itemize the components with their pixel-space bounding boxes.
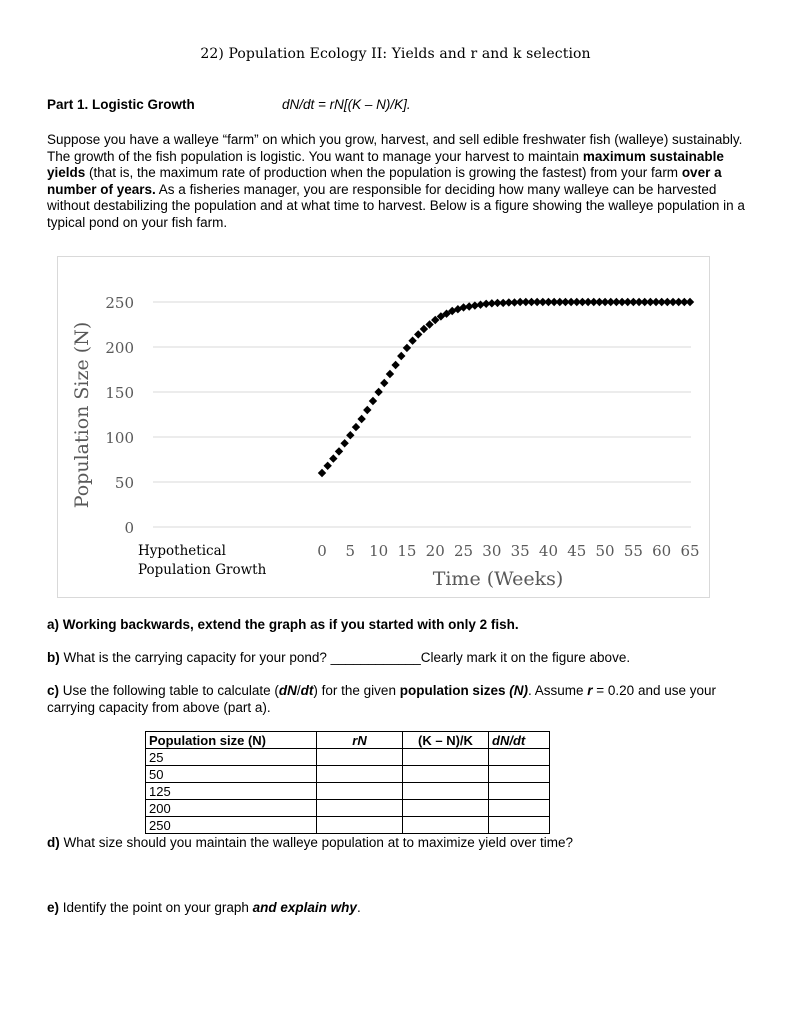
data-point: [352, 423, 360, 431]
table-cell-blank[interactable]: [317, 766, 403, 783]
data-point: [335, 447, 343, 455]
question-c-slash: /: [296, 683, 301, 698]
question-c-text-2: ) for the given: [313, 683, 400, 698]
table-cell-blank[interactable]: [403, 800, 489, 817]
table-row: [146, 783, 550, 800]
x-tick-label: 0: [317, 542, 327, 560]
intro-text-2: (that is, the maximum rate of production when the population is growing the fastest) from your farm: [85, 165, 682, 181]
data-point: [420, 325, 428, 333]
data-point: [363, 406, 371, 414]
x-tick-label: 50: [595, 542, 615, 560]
x-tick-label: 10: [369, 542, 389, 560]
table-cell-blank[interactable]: [403, 766, 489, 783]
table-cell-blank[interactable]: [317, 749, 403, 766]
x-tick-label: 20: [425, 542, 445, 560]
y-tick-label: 150: [105, 384, 134, 402]
x-tick-label: 25: [453, 542, 474, 560]
part1-heading: Part 1. Logistic Growth: [47, 97, 195, 112]
intro-bold-2: over a number of years.: [47, 165, 722, 197]
table-cell-n: 125: [146, 783, 317, 800]
question-e-text-1: Identify the point on your graph: [59, 900, 253, 915]
calculation-table: [145, 731, 550, 834]
data-point: [414, 330, 422, 338]
intro-paragraph: [47, 132, 752, 232]
y-tick-label: 100: [105, 429, 134, 447]
table-cell-blank[interactable]: [489, 817, 550, 834]
table-cell-blank[interactable]: [403, 749, 489, 766]
table-cell-n: 250: [146, 817, 317, 834]
table-cell-blank[interactable]: [403, 783, 489, 800]
header-dn-dt: dN/dt: [489, 732, 550, 749]
question-d: [47, 835, 747, 852]
data-point: [397, 352, 405, 360]
table-row: [146, 817, 550, 834]
data-point: [403, 344, 411, 352]
intro-text-3: As a fisheries manager, you are responsible for deciding how many walleye can be harvested without destabilizing the population and at what time to harvest. Below is a figure showing the walleye population in a typical pond on your fish farm.: [47, 181, 745, 230]
question-b-text: What is the carrying capacity for your pond? ____________Clearly mark it on the figure above.: [59, 650, 631, 665]
x-tick-label: 30: [482, 542, 502, 560]
question-c-dn: dN: [278, 683, 297, 698]
table-cell-n: 200: [146, 800, 317, 817]
data-point: [425, 320, 433, 328]
data-point: [346, 431, 354, 439]
table-cell-blank[interactable]: [403, 817, 489, 834]
data-point: [318, 469, 326, 477]
question-d-label: d): [47, 835, 60, 850]
data-point: [380, 379, 388, 387]
table-cell-blank[interactable]: [317, 800, 403, 817]
question-c: [47, 683, 747, 716]
data-point: [386, 370, 394, 378]
y-tick-label: 50: [114, 474, 134, 492]
question-c-dt: dt: [300, 683, 314, 698]
population-chart: [57, 256, 710, 598]
question-b-label: b): [47, 650, 60, 665]
y-tick-label: 200: [105, 339, 134, 357]
y-tick-label: 250: [105, 294, 134, 312]
x-axis-label: Time (Weeks): [432, 568, 564, 590]
question-b: [47, 650, 747, 667]
question-d-text: What size should you maintain the walleye population at to maximize yield over time?: [59, 835, 574, 850]
question-a-label: a): [47, 617, 60, 632]
x-tick-label: 60: [652, 542, 672, 560]
table-cell-blank[interactable]: [489, 749, 550, 766]
header-population-size: Population size (N): [146, 732, 317, 749]
chart-svg: [58, 257, 709, 597]
x-tick-label: 40: [538, 542, 559, 560]
data-point: [323, 462, 331, 470]
page-title: 22) Population Ecology II: Yields and r and k selection: [200, 46, 591, 62]
header-k-minus-n-over-k: (K – N)/K: [403, 732, 489, 749]
question-c-r: r: [587, 683, 593, 698]
question-c-text-3: . Assume: [527, 683, 588, 698]
data-point: [408, 337, 416, 345]
data-point: [340, 439, 348, 447]
header-rn: rN: [317, 732, 403, 749]
x-tick-label: 5: [345, 542, 356, 560]
table-cell-n: 50: [146, 766, 317, 783]
question-a: [47, 617, 747, 634]
y-axis-label: Population Size (N): [71, 321, 93, 509]
x-tick-label: 45: [567, 542, 587, 560]
x-tick-label: 55: [623, 542, 643, 560]
table-cell-blank[interactable]: [489, 783, 550, 800]
x-tick-label: 65: [680, 542, 700, 560]
x-tick-labels: [317, 542, 699, 560]
table-cell-blank[interactable]: [489, 800, 550, 817]
x-tick-label: 35: [510, 542, 530, 560]
chart-caption-line1: Hypothetical: [138, 543, 226, 559]
table-cell-blank[interactable]: [317, 817, 403, 834]
table-cell-blank[interactable]: [317, 783, 403, 800]
data-point: [357, 415, 365, 423]
x-tick-label: 15: [397, 542, 417, 560]
table-cell-n: 25: [146, 749, 317, 766]
intro-text-1: Suppose you have a walleye “farm” on which you grow, harvest, and sell edible freshwater fish (walleye) sustainably. The growth of the fish population is logistic. You want to manage your harvest to maintain: [47, 132, 743, 164]
data-points: [318, 298, 694, 477]
data-point: [329, 454, 337, 462]
question-e-bold: and explain why: [252, 900, 357, 915]
data-point: [369, 397, 377, 405]
question-e-label: e): [47, 900, 60, 915]
table-row: [146, 766, 550, 783]
intro-bold-1: maximum sustainable yields: [47, 148, 724, 181]
data-point: [374, 388, 382, 396]
question-c-text-1: Use the following table to calculate (: [59, 683, 279, 698]
question-c-bold-n: (N): [509, 683, 528, 698]
part1-header: [47, 97, 411, 112]
logistic-equation: dN/dt = rN[(K – N)/K].: [282, 97, 411, 112]
y-tick-label: 0: [124, 519, 134, 537]
table-row: [146, 800, 550, 817]
question-c-bold-popsizes: population sizes: [399, 683, 506, 698]
question-c-label: c): [47, 683, 60, 698]
table-row: [146, 749, 550, 766]
question-a-text: Working backwards, extend the graph as if you started with only 2 fish.: [59, 617, 519, 632]
table-header-row: [146, 732, 550, 749]
question-e: [47, 900, 747, 917]
chart-gridlines: [153, 302, 691, 527]
question-c-text-4: = 0.20 and use your carrying capacity from above (part a).: [47, 683, 716, 715]
chart-caption-line2: Population Growth: [138, 562, 267, 578]
table-cell-blank[interactable]: [489, 766, 550, 783]
data-point: [686, 298, 694, 306]
data-point: [391, 361, 399, 369]
question-e-text-2: .: [356, 900, 361, 915]
y-tick-labels: [105, 294, 134, 537]
